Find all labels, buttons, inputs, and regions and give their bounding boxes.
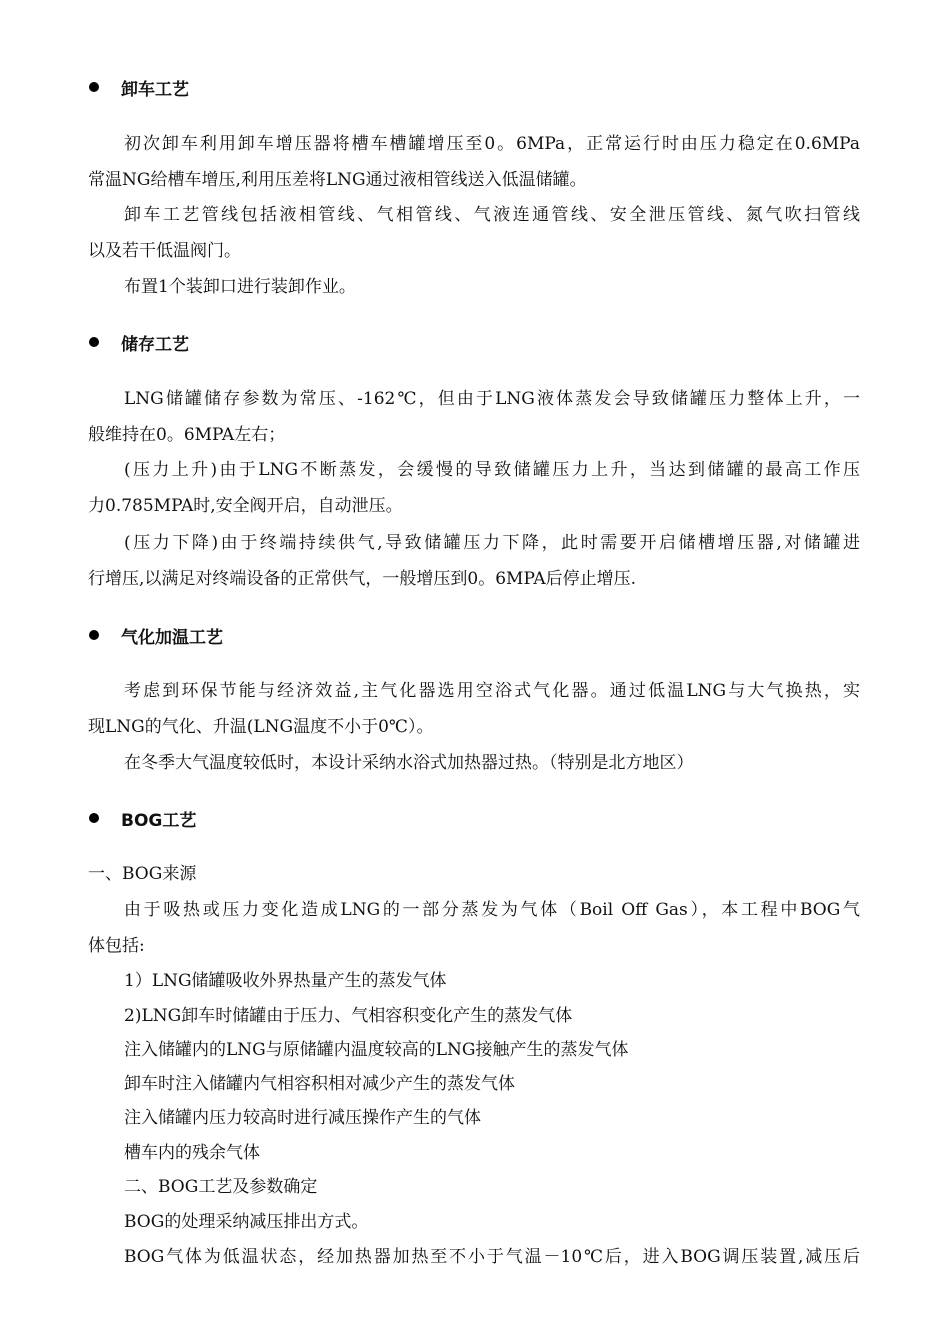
section-heading [89, 72, 189, 102]
paragraph-line: (压力上升)由于LNG不断蒸发，会缓慢的导致储罐压力上升，当达到储罐的最高工作压 [124, 460, 860, 480]
bullet-icon [89, 813, 99, 823]
paragraph-line: 般维持在0。6MPA左右； [88, 425, 286, 445]
bullet-icon [89, 630, 99, 640]
paragraph-line: 考虑到环保节能与经济效益,主气化器选用空浴式气化器。通过低温LNG与大气换热，实 [124, 681, 860, 701]
paragraph-line: 现LNG的气化、升温(LNG温度不小于0℃）。 [88, 717, 434, 737]
paragraph-line: 布置1个装卸口进行装卸作业。 [124, 277, 356, 297]
section-title: 卸车工艺 [121, 79, 189, 100]
paragraph-line: LNG储罐储存参数为常压、-162℃，但由于LNG液体蒸发会导致储罐压力整体上升，一 [124, 389, 860, 409]
paragraph-line: 槽车内的残余气体 [124, 1143, 260, 1163]
paragraph-line: 初次卸车利用卸车增压器将槽车槽罐增压至0。6MPa，正常运行时由压力稳定在0.6MPa [124, 134, 860, 154]
section-heading [89, 803, 196, 833]
section-title: 储存工艺 [121, 334, 189, 355]
section-heading [89, 327, 189, 357]
paragraph-line: 卸车工艺管线包括液相管线、气相管线、气液连通管线、安全泄压管线、氮气吹扫管线 [124, 205, 860, 225]
paragraph-line: 在冬季大气温度较低时，本设计采纳水浴式加热器过热。（特别是北方地区） [124, 753, 694, 773]
paragraph-line: BOG气体为低温状态，经加热器加热至不小于气温－10℃后，进入BOG调压装置,减压后 [124, 1247, 860, 1267]
paragraph-line: 二、BOG工艺及参数确定 [124, 1177, 318, 1197]
section-title: BOG工艺 [121, 810, 197, 831]
paragraph-line: 一、BOG来源 [88, 864, 197, 884]
bullet-icon [89, 337, 99, 347]
paragraph-line: 以及若干低温阀门。 [88, 241, 241, 261]
section-heading [89, 620, 223, 650]
paragraph-line: 力0.785MPA时,安全阀开启，自动泄压。 [88, 496, 403, 516]
paragraph-line: 1）LNG储罐吸收外界热量产生的蒸发气体 [124, 971, 447, 991]
paragraph-line: 注入储罐内的LNG与原储罐内温度较高的LNG接触产生的蒸发气体 [124, 1040, 629, 1060]
section-title: 气化加温工艺 [121, 627, 223, 648]
paragraph-line: 常温NG给槽车增压,利用压差将LNG通过液相管线送入低温储罐。 [88, 170, 587, 190]
paragraph-line: BOG的处理采纳减压排出方式。 [124, 1212, 369, 1232]
paragraph-line: (压力下降)由于终端持续供气,导致储罐压力下降，此时需要开启储槽增压器,对储罐进 [124, 533, 860, 553]
paragraph-line: 行增压,以满足对终端设备的正常供气，一般增压到0。6MPA后停止增压. [88, 569, 636, 589]
paragraph-line: 注入储罐内压力较高时进行减压操作产生的气体 [124, 1108, 481, 1128]
bullet-icon [89, 82, 99, 92]
paragraph-line: 卸车时注入储罐内气相容积相对减少产生的蒸发气体 [124, 1074, 515, 1094]
paragraph-line: 由于吸热或压力变化造成LNG的一部分蒸发为气体（Boil Off Gas），本工程中BOG气 [124, 900, 860, 920]
paragraph-line: 2)LNG卸车时储罐由于压力、气相容积变化产生的蒸发气体 [124, 1006, 573, 1026]
paragraph-line: 体包括: [88, 936, 145, 956]
